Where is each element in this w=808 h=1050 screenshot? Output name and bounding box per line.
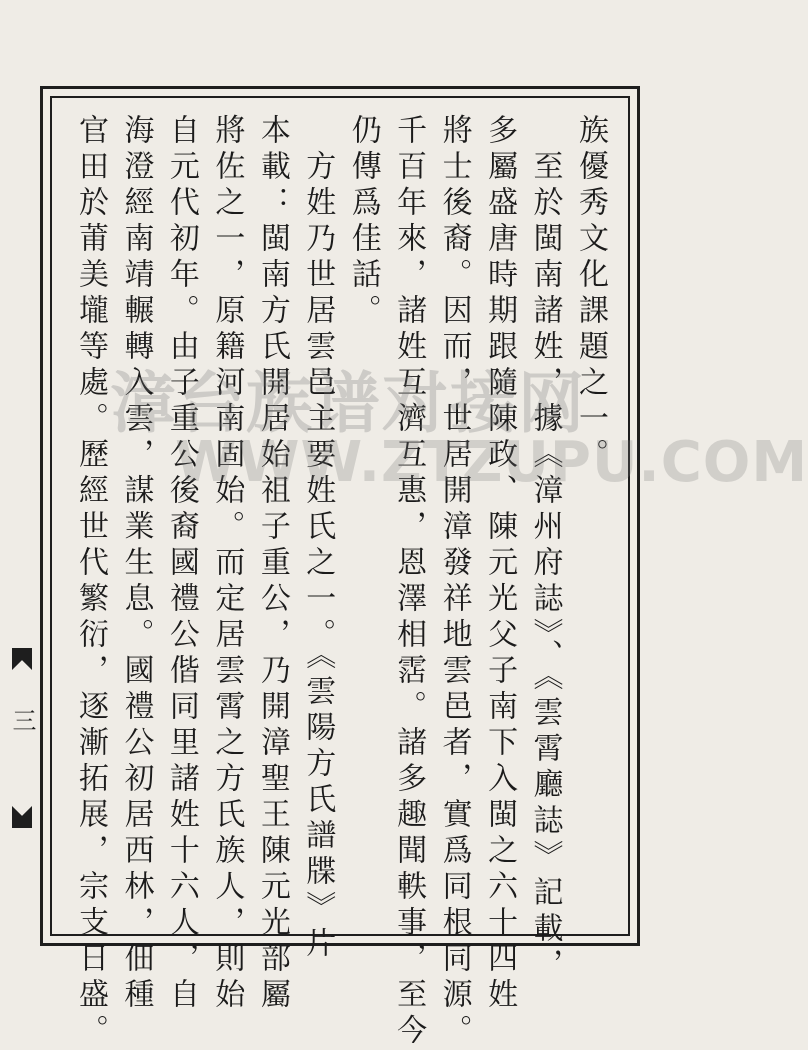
text-body <box>70 114 610 1050</box>
watermark-url: WWW.ZTZUPU.COM <box>175 430 808 495</box>
text-column-5: 千百年來，諸姓互濟互惠，恩澤相霑。諸多趣聞軼事，至今 <box>391 114 427 1050</box>
text-column-4: 將士後裔。因而，世居開漳發祥地雲邑者，實爲同根同源。 <box>436 114 472 1050</box>
watermark-text: 漳台族谱对接网 <box>110 365 586 442</box>
text-column-7: 方姓乃世居雲邑主要姓氏之一。《雲陽方氏譜牒》片 <box>300 114 336 963</box>
text-column-6: 仍傳爲佳話。 <box>345 114 381 330</box>
text-column-1: 族優秀文化課題之一。 <box>572 114 608 474</box>
text-column-12: 官田於莆美壠等處。歷經世代繁衍，逐漸拓展，宗支日盛。 <box>73 114 108 1050</box>
text-column-2: 至於閩南諸姓，據《漳州府誌》、《雲霄廳誌》記載， <box>527 114 563 984</box>
text-column-10: 自元代初年。由子重公後裔國禮公偕同里諸姓十六人，自 <box>163 114 199 1014</box>
text-column-9: 將佐之一，原籍河南固始。而定居雲霄之方氏族人，則始 <box>209 114 245 1014</box>
page-number-tab <box>6 648 38 828</box>
text-column-11: 海澄經南靖輾轉入雲，謀業生息。國禮公初居西林，佃種 <box>118 114 154 1014</box>
text-column-8: 本載：閩南方氏開居始祖子重公，乃開漳聖王陳元光部屬 <box>254 114 290 1014</box>
fishtail-mark-top <box>12 648 32 670</box>
text-column-3: 多屬盛唐時期跟隨陳政、陳元光父子南下入閩之六十四姓 <box>482 114 518 1014</box>
page-number: 三 <box>8 708 36 732</box>
fishtail-mark-bottom <box>12 806 32 828</box>
